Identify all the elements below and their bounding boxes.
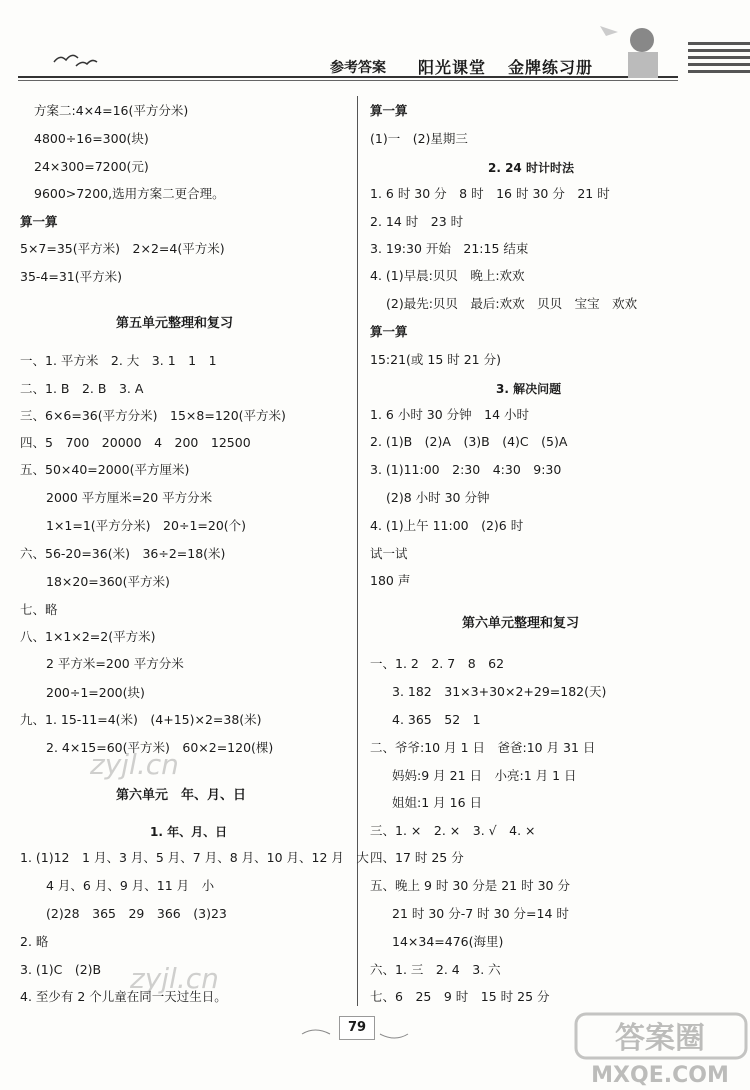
answer-line: 七、略 bbox=[20, 602, 58, 617]
answer-line: 七、6 25 9 时 15 时 25 分 bbox=[370, 989, 550, 1004]
answer-line: 24×300=7200(元) bbox=[34, 159, 149, 174]
answer-line: 3. (1)C (2)B bbox=[20, 962, 102, 977]
answer-line: 21 时 30 分-7 时 30 分=14 时 bbox=[392, 906, 569, 921]
section-label: 算一算 bbox=[370, 103, 408, 118]
subsection-heading: 3. 解决问题 bbox=[496, 382, 562, 396]
answer-line: 六、1. 三 2. 4 3. 六 bbox=[370, 962, 501, 977]
header-decoration-icon bbox=[600, 18, 750, 80]
svg-text:MXQE.COM: MXQE.COM bbox=[591, 1063, 729, 1088]
answer-line: 一、1. 2 2. 7 8 62 bbox=[370, 656, 505, 671]
answer-line: 三、6×6=36(平方分米) 15×8=120(平方米) bbox=[20, 408, 286, 423]
answer-line: 4. 至少有 2 个儿童在同一天过生日。 bbox=[20, 989, 227, 1004]
answer-line: 二、1. B 2. B 3. A bbox=[20, 381, 144, 396]
answer-line: 2000 平方厘米=20 平方分米 bbox=[46, 490, 213, 505]
answer-line: (2)28 365 29 366 (3)23 bbox=[46, 906, 227, 921]
answer-line: 4 月、6 月、9 月、11 月 小 bbox=[46, 878, 215, 893]
answer-line: (2)最先:贝贝 最后:欢欢 贝贝 宝宝 欢欢 bbox=[386, 296, 638, 311]
section-label: 算一算 bbox=[370, 324, 408, 339]
answer-line: 3. (1)11:00 2:30 4:30 9:30 bbox=[370, 462, 562, 477]
answer-line: 2. 14 时 23 时 bbox=[370, 214, 464, 229]
header-brand-sub: 金牌练习册 bbox=[508, 58, 594, 77]
answer-line: 三、1. × 2. × 3. √ 4. × bbox=[370, 823, 536, 838]
page-number: 79 bbox=[339, 1016, 375, 1040]
header-brand: 阳光课堂 bbox=[418, 58, 487, 77]
answer-line: 1. 6 时 30 分 8 时 16 时 30 分 21 时 bbox=[370, 186, 610, 201]
answer-line: (1)一 (2)星期三 bbox=[370, 131, 468, 146]
answer-line: (2)8 小时 30 分钟 bbox=[386, 490, 490, 505]
answer-line: 2. 4×15=60(平方米) 60×2=120(棵) bbox=[46, 740, 274, 755]
answer-line: 2 平方米=200 平方分米 bbox=[46, 656, 184, 671]
column-divider bbox=[357, 96, 358, 1006]
section-label: 算一算 bbox=[20, 214, 58, 229]
watermark: zyjl.cn bbox=[130, 962, 219, 995]
answer-line: 3. 182 31×3+30×2+29=182(天) bbox=[392, 684, 607, 699]
subsection-heading: 1. 年、月、日 bbox=[150, 825, 228, 839]
answer-line: 八、1×1×2=2(平方米) bbox=[20, 629, 156, 644]
answer-line: 3. 19:30 开始 21:15 结束 bbox=[370, 241, 529, 256]
answer-line: 1. (1)12 1 月、3 月、5 月、7 月、8 月、10 月、12 月 大 bbox=[20, 850, 369, 865]
section-heading: 第五单元整理和复习 bbox=[116, 316, 234, 331]
answer-line: 六、56-20=36(米) 36÷2=18(米) bbox=[20, 546, 226, 561]
answer-line: 四、5 700 20000 4 200 12500 bbox=[20, 435, 251, 450]
page-header bbox=[0, 0, 750, 90]
answer-line: 14×34=476(海里) bbox=[392, 934, 504, 949]
answer-line: 二、爷爷:10 月 1 日 爸爸:10 月 31 日 bbox=[370, 740, 596, 755]
answer-line: 九、1. 15-11=4(米) (4+15)×2=38(米) bbox=[20, 712, 262, 727]
answer-line: 18×20=360(平方米) bbox=[46, 574, 170, 589]
answer-line: 4. (1)上午 11:00 (2)6 时 bbox=[370, 518, 524, 533]
answer-line: 一、1. 平方米 2. 大 3. 1 1 1 bbox=[20, 353, 217, 368]
page-footer bbox=[0, 1010, 750, 1050]
answer-line: 五、晚上 9 时 30 分是 21 时 30 分 bbox=[370, 878, 570, 893]
birds-icon bbox=[52, 48, 98, 72]
answer-line: 妈妈:9 月 21 日 小亮:1 月 1 日 bbox=[392, 768, 577, 783]
watermark: zyjl.cn bbox=[90, 748, 179, 781]
answer-line: 9600>7200,选用方案二更合理。 bbox=[34, 186, 225, 201]
answer-line: 2. (1)B (2)A (3)B (4)C (5)A bbox=[370, 434, 568, 449]
answer-line: 1×1=1(平方分米) 20÷1=20(个) bbox=[46, 518, 247, 533]
subsection-heading: 2. 24 时计时法 bbox=[488, 161, 574, 175]
section-heading: 第六单元 年、月、日 bbox=[116, 788, 247, 803]
answer-line: 姐姐:1 月 16 日 bbox=[392, 795, 482, 810]
answer-line: 200÷1=200(块) bbox=[46, 685, 145, 700]
answer-line: 180 声 bbox=[370, 573, 411, 588]
section-heading: 第六单元整理和复习 bbox=[462, 616, 580, 631]
header-rule-thin bbox=[18, 80, 678, 81]
answer-line: 4. 365 52 1 bbox=[392, 712, 481, 727]
answer-line: 2. 略 bbox=[20, 934, 49, 949]
answer-line: 方案二:4×4=16(平方分米) bbox=[34, 103, 189, 118]
answer-line: 四、17 时 25 分 bbox=[370, 850, 464, 865]
answer-line: 15:21(或 15 时 21 分) bbox=[370, 352, 501, 367]
answer-line: 4800÷16=300(块) bbox=[34, 131, 149, 146]
section-label: 试一试 bbox=[370, 546, 408, 561]
answer-line: 1. 6 小时 30 分钟 14 小时 bbox=[370, 407, 530, 422]
answer-line: 4. (1)早晨:贝贝 晚上:欢欢 bbox=[370, 268, 525, 283]
answer-line: 五、50×40=2000(平方厘米) bbox=[20, 462, 190, 477]
answer-line: 35-4=31(平方米) bbox=[20, 269, 123, 284]
answer-line: 5×7=35(平方米) 2×2=4(平方米) bbox=[20, 241, 225, 256]
svg-text:答案圈: 答案圈 bbox=[615, 1021, 705, 1056]
header-title: 参考答案 bbox=[330, 60, 386, 76]
